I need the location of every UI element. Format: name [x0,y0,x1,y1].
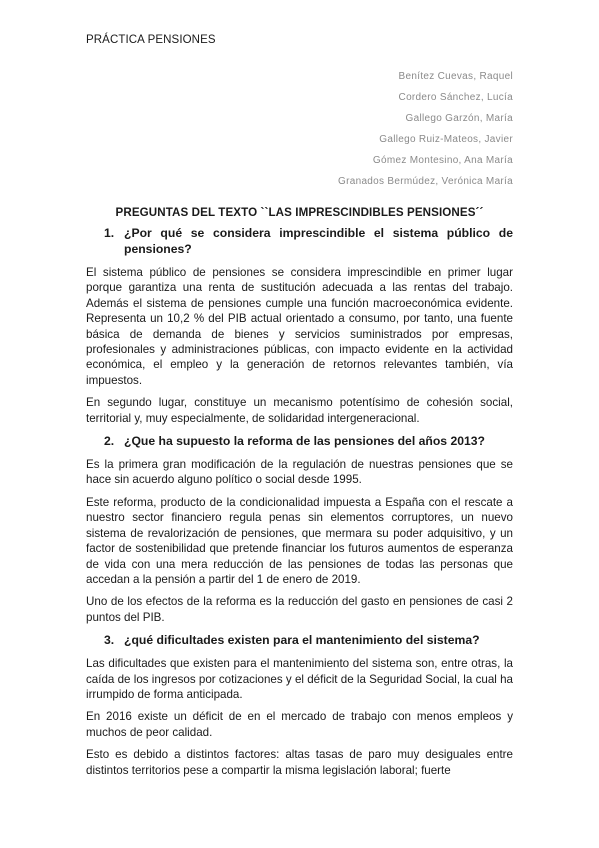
author-name: Gallego Ruiz-Mateos, Javier [379,134,513,145]
answer-paragraph: En segundo lugar, constituye un mecanismo potentísimo de cohesión social, territorial y, muy especialmente, de solidaridad intergeneracional. [86,396,513,425]
question-number: 2. [104,434,115,449]
question-text: ¿Que ha supuesto la reforma de las pensiones del años 2013? [124,434,486,449]
question-number: 3. [104,633,115,648]
question-text: ¿Por qué se considera imprescindible el sistema público de pensiones? [124,226,513,256]
author-list [86,66,513,192]
answer-paragraph: Uno de los efectos de la reforma es la reducción del gasto en pensiones de casi 2 puntos del PIB. [86,595,513,624]
document-title: PREGUNTAS DEL TEXTO ``LAS IMPRESCINDIBLES PENSIONES´´ [115,206,484,219]
author-name: Benítez Cuevas, Raquel [398,71,513,82]
answer-paragraph: En 2016 existe un déficit de en el mercado de trabajo con menos empleos y muchos de peor calidad. [86,710,513,739]
answer-paragraph: Esto es debido a distintos factores: altas tasas de paro muy desiguales entre distintos territorios pese a compartir la misma legislación laboral; fuerte [86,748,513,777]
document-header: PRÁCTICA PENSIONES [86,34,216,46]
author-name: Gallego Garzón, María [405,113,513,124]
question-text: ¿qué dificultades existen para el mantenimiento del sistema? [124,633,480,648]
author-name: Cordero Sánchez, Lucía [398,92,513,103]
question-heading [86,632,513,648]
question-heading [86,433,513,449]
author-name: Granados Bermúdez, Verónica María [338,176,513,187]
author-name: Gómez Montesino, Ana María [372,155,513,166]
answer-paragraph: El sistema público de pensiones se considera imprescindible en primer lugar porque garantiza una renta de sustitución adecuada a las rentas del trabajo. Además el sistema de pensiones cumple una función macroeconómica evidente. Representa un 10,2 % del PIB actual orientado a consumo, por tanto, una fuente básica de demanda de bienes y servicios suministrados por empresas, profesionales y administraciones públicas, con impacto evidente en la actividad económica, el empleo y la generación de retornos relevantes también, vía impuestos. [86,266,513,387]
answer-paragraph: Las dificultades que existen para el mantenimiento del sistema son, entre otras, la caída de los ingresos por cotizaciones y el déficit de la Seguridad Social, la cual ha irrumpido de forma anticipada. [86,657,513,701]
question-number: 1. [104,226,115,240]
answer-paragraph: Este reforma, producto de la condicionalidad impuesta a España con el rescate a nuestro sector financiero regula penas sin elementos corruptores, un nuevo sistema de revalorización de pensiones, que mermara su poder adquisitivo, y un factor de sostenibilidad que pretende financiar los futuros aumentos de esperanza de vida con una mera reducción de las pensiones de todas las personas que accedan a la pensión a partir del 1 de enero de 2019. [86,495,513,586]
question-heading [86,225,513,257]
answer-paragraph: Es la primera gran modificación de la regulación de nuestras pensiones que se hace sin acuerdo alguno político o social desde 1995. [86,458,513,487]
